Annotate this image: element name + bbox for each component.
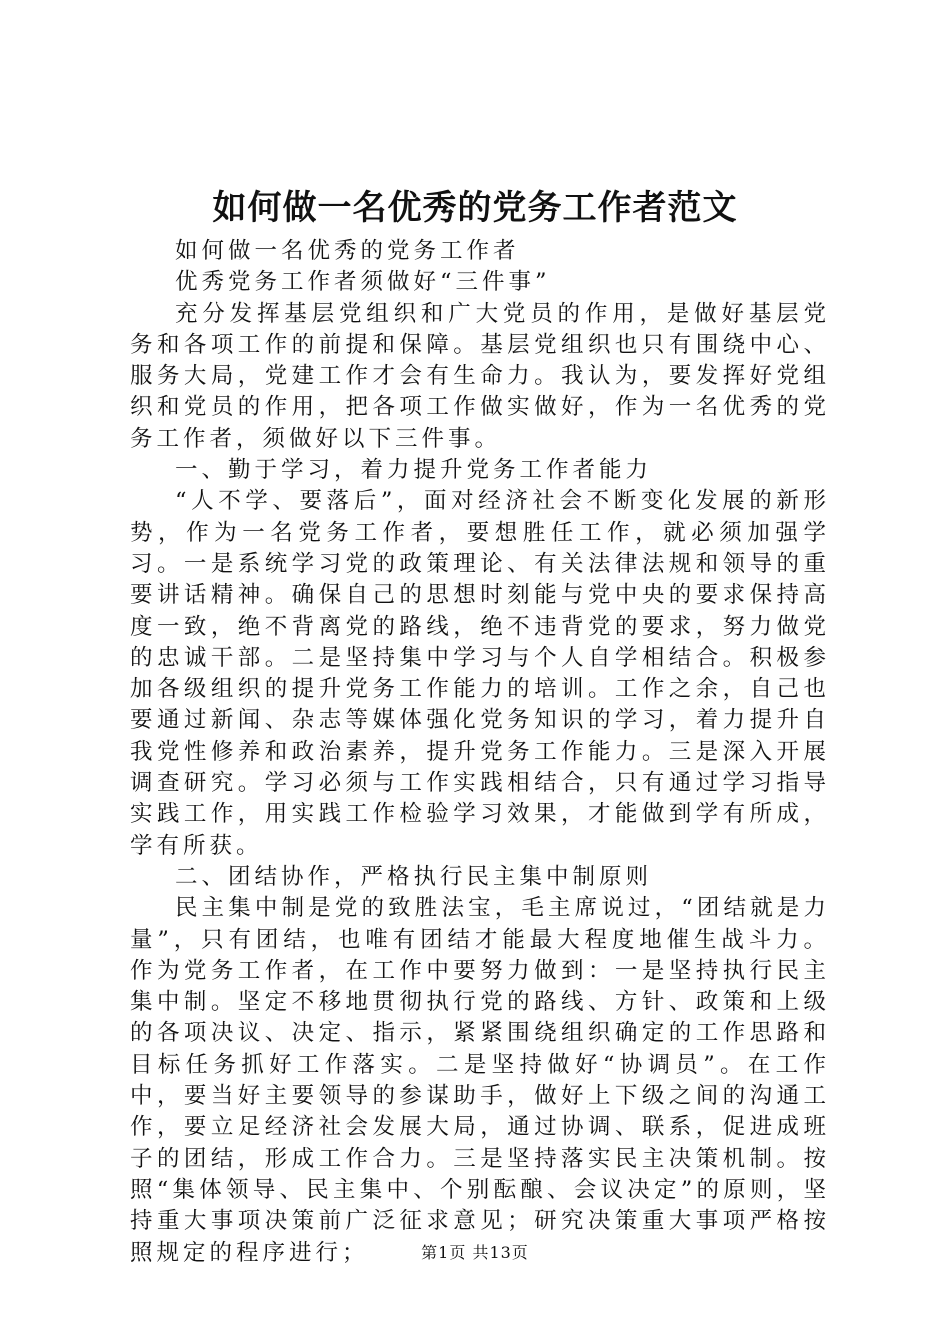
page-indicator: 第1页 共13页 <box>421 1243 529 1262</box>
section-paragraph-1: “人不学、要落后”，面对经济社会不断变化发展的新形势，作为一名党务工作者，要想胜任工作，就必须加强学习。一是系统学习党的政策理论、有关法律法规和领导的重要讲话精神。确保自己的思想时刻能与党中央的要求保持高度一致，绝不背离党的路线，绝不违背党的要求，努力做党的忠诚干部。二是坚持集中学习与个人自学相结合。积极参加各级组织的提升党务工作能力的培训。工作之余，自己也要通过新闻、杂志等媒体强化党务知识的学习，着力提升自我党性修养和政治素养，提升党务工作能力。三是深入开展调查研究。学习必须与工作实践相结合，只有通过学习指导实践工作，用实践工作检验学习效果，才能做到学有所成，学有所获。 <box>130 488 830 859</box>
section-heading-1: 一、勤于学习，着力提升党务工作者能力 <box>175 457 653 484</box>
section-heading-2: 二、团结协作，严格执行民主集中制原则 <box>175 863 653 890</box>
subtitle-line: 如何做一名优秀的党务工作者 <box>175 238 520 264</box>
subheading-line: 优秀党务工作者须做好“三件事” <box>175 269 551 296</box>
document-body <box>130 236 830 1269</box>
section-paragraph-2: 民主集中制是党的致胜法宝，毛主席说过，“团结就是力量”，只有团结，也唯有团结才能最大程度地催生战斗力。作为党务工作者，在工作中要努力做到：一是坚持执行民主集中制。坚定不移地贯彻执行党的路线、方针、政策和上级的各项决议、决定、指示，紧紧围绕组织确定的工作思路和目标任务抓好工作落实。二是坚持做好“协调员”。在工作中，要当好主要领导的参谋助手，做好上下级之间的沟通工作，要立足经济社会发展大局，通过协调、联系，促进成班子的团结，形成工作合力。三是坚持落实民主决策机制。按照“集体领导、民主集中、个别酝酿、会议决定”的原则，坚持重大事项决策前广泛征求意见；研究决策重大事项严格按照规定的程序进行； <box>130 895 830 1266</box>
intro-paragraph: 充分发挥基层党组织和广大党员的作用，是做好基层党务和各项工作的前提和保障。基层党组织也只有围绕中心、服务大局，党建工作才会有生命力。我认为，要发挥好党组织和党员的作用，把各项工作做实做好，作为一名优秀的党务工作者，须做好以下三件事。 <box>130 300 830 452</box>
document-title: 如何做一名优秀的党务工作者范文 <box>212 188 738 228</box>
